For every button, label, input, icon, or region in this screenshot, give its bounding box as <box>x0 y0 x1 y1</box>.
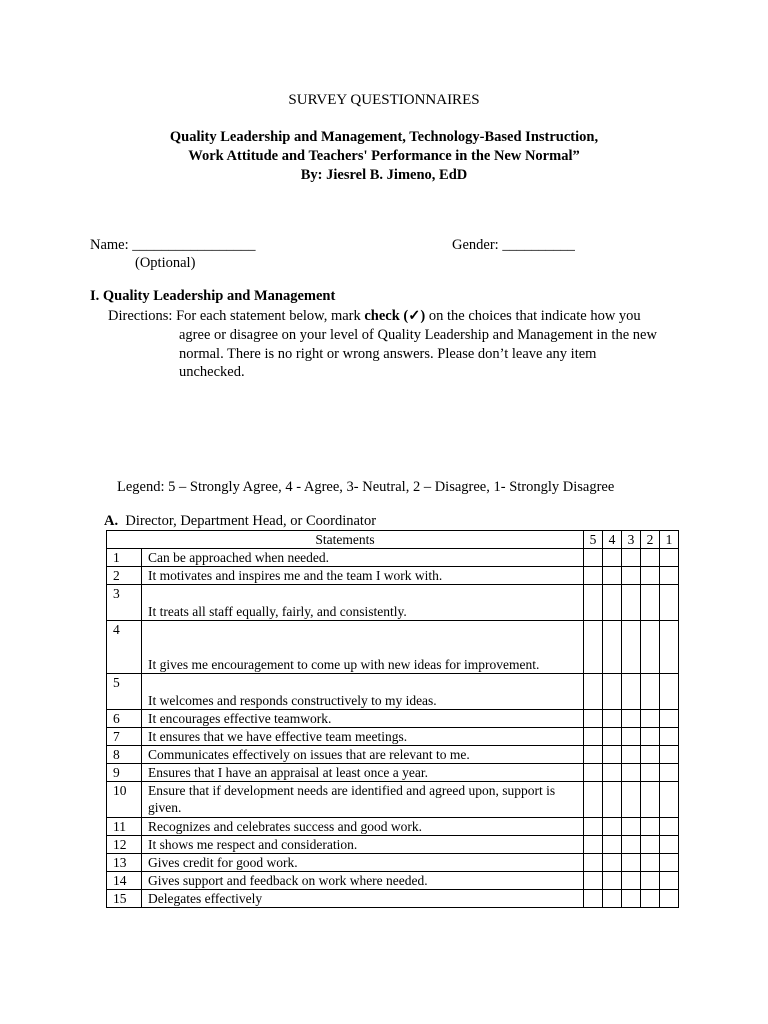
rating-cell-1[interactable] <box>660 854 679 872</box>
rating-cell-2[interactable] <box>641 890 660 908</box>
rating-cell-4[interactable] <box>603 549 622 567</box>
rating-cell-4[interactable] <box>603 585 622 621</box>
rating-cell-4[interactable] <box>603 746 622 764</box>
row-number: 4 <box>107 621 142 674</box>
rating-cell-5[interactable] <box>584 728 603 746</box>
rating-cell-5[interactable] <box>584 818 603 836</box>
rating-cell-2[interactable] <box>641 746 660 764</box>
rating-cell-3[interactable] <box>622 836 641 854</box>
name-field[interactable]: Name: _________________ <box>90 237 256 253</box>
table-row <box>107 674 679 710</box>
rating-cell-3[interactable] <box>622 585 641 621</box>
rating-cell-1[interactable] <box>660 836 679 854</box>
row-statement: Recognizes and celebrates success and good work. <box>142 818 584 836</box>
rating-cell-1[interactable] <box>660 585 679 621</box>
survey-table-body <box>107 549 679 908</box>
rating-cell-4[interactable] <box>603 728 622 746</box>
row-number: 13 <box>107 854 142 872</box>
rating-cell-2[interactable] <box>641 567 660 585</box>
table-row <box>107 621 679 674</box>
table-row <box>107 710 679 728</box>
rating-cell-3[interactable] <box>622 710 641 728</box>
subsection-letter: A. <box>104 513 119 529</box>
rating-cell-4[interactable] <box>603 764 622 782</box>
directions-line4: unchecked. <box>179 364 245 380</box>
rating-cell-2[interactable] <box>641 764 660 782</box>
survey-table <box>106 530 679 908</box>
directions-line2: agree or disagree on your level of Quality Leadership and Management in the new <box>179 327 657 343</box>
rating-cell-4[interactable] <box>603 782 622 818</box>
rating-cell-1[interactable] <box>660 621 679 674</box>
rating-cell-2[interactable] <box>641 710 660 728</box>
table-row <box>107 549 679 567</box>
rating-cell-5[interactable] <box>584 854 603 872</box>
directions-line3: normal. There is no right or wrong answers. Please don’t leave any item <box>179 346 597 362</box>
rating-cell-3[interactable] <box>622 764 641 782</box>
section-heading: I. Quality Leadership and Management <box>90 288 336 304</box>
statements-header: Statements <box>107 531 584 549</box>
name-optional-note: (Optional) <box>135 255 196 271</box>
rating-cell-5[interactable] <box>584 764 603 782</box>
rating-cell-5[interactable] <box>584 674 603 710</box>
row-statement: Communicates effectively on issues that are relevant to me. <box>142 746 584 764</box>
table-row <box>107 854 679 872</box>
row-number: 9 <box>107 764 142 782</box>
rating-cell-5[interactable] <box>584 836 603 854</box>
row-statement: It ensures that we have effective team meetings. <box>142 728 584 746</box>
rating-cell-5[interactable] <box>584 567 603 585</box>
row-number: 12 <box>107 836 142 854</box>
rating-header-1: 1 <box>660 531 679 549</box>
rating-header-4: 4 <box>603 531 622 549</box>
rating-cell-4[interactable] <box>603 567 622 585</box>
row-number: 8 <box>107 746 142 764</box>
rating-header-3: 3 <box>622 531 641 549</box>
rating-legend: Legend: 5 – Strongly Agree, 4 - Agree, 3- Neutral, 2 – Disagree, 1- Strongly Disagree <box>117 479 615 495</box>
rating-cell-1[interactable] <box>660 549 679 567</box>
row-statement: Delegates effectively <box>142 890 584 908</box>
rating-header-5: 5 <box>584 531 603 549</box>
rating-cell-4[interactable] <box>603 854 622 872</box>
rating-cell-1[interactable] <box>660 746 679 764</box>
rating-cell-5[interactable] <box>584 782 603 818</box>
rating-cell-1[interactable] <box>660 782 679 818</box>
rating-cell-2[interactable] <box>641 782 660 818</box>
row-statement: It treats all staff equally, fairly, and consistently. <box>142 585 584 621</box>
row-number: 1 <box>107 549 142 567</box>
rating-cell-4[interactable] <box>603 890 622 908</box>
rating-cell-1[interactable] <box>660 872 679 890</box>
row-number: 11 <box>107 818 142 836</box>
rating-cell-3[interactable] <box>622 854 641 872</box>
table-row <box>107 836 679 854</box>
row-statement: It motivates and inspires me and the team I work with. <box>142 567 584 585</box>
rating-cell-2[interactable] <box>641 818 660 836</box>
table-row <box>107 782 679 818</box>
rating-cell-2[interactable] <box>641 872 660 890</box>
rating-cell-1[interactable] <box>660 674 679 710</box>
row-number: 3 <box>107 585 142 621</box>
rating-header-2: 2 <box>641 531 660 549</box>
subsection-title: Director, Department Head, or Coordinator <box>125 513 377 529</box>
rating-cell-2[interactable] <box>641 585 660 621</box>
rating-cell-3[interactable] <box>622 746 641 764</box>
table-row <box>107 818 679 836</box>
rating-cell-2[interactable] <box>641 674 660 710</box>
row-statement: Gives credit for good work. <box>142 854 584 872</box>
rating-cell-5[interactable] <box>584 746 603 764</box>
table-row <box>107 585 679 621</box>
rating-cell-4[interactable] <box>603 674 622 710</box>
row-number: 7 <box>107 728 142 746</box>
rating-cell-5[interactable] <box>584 549 603 567</box>
directions-text-post: on the choices that indicate how you <box>425 308 641 324</box>
rating-cell-5[interactable] <box>584 585 603 621</box>
subsection-heading <box>104 513 376 530</box>
row-statement: It gives me encouragement to come up with new ideas for improvement. <box>142 621 584 674</box>
directions-label: Directions: <box>108 308 173 324</box>
row-statement: It shows me respect and consideration. <box>142 836 584 854</box>
row-statement: It encourages effective teamwork. <box>142 710 584 728</box>
rating-cell-2[interactable] <box>641 549 660 567</box>
rating-cell-5[interactable] <box>584 710 603 728</box>
rating-cell-2[interactable] <box>641 728 660 746</box>
table-header-row <box>107 531 679 549</box>
directions-check-mark: check (✓) <box>364 308 426 324</box>
row-statement: Ensures that I have an appraisal at least once a year. <box>142 764 584 782</box>
rating-cell-5[interactable] <box>584 872 603 890</box>
survey-title: SURVEY QUESTIONNAIRES <box>288 92 480 108</box>
table-row <box>107 872 679 890</box>
rating-cell-3[interactable] <box>622 782 641 818</box>
rating-cell-1[interactable] <box>660 764 679 782</box>
rating-cell-3[interactable] <box>622 872 641 890</box>
rating-cell-3[interactable] <box>622 549 641 567</box>
row-statement: Gives support and feedback on work where needed. <box>142 872 584 890</box>
table-row <box>107 890 679 908</box>
rating-cell-2[interactable] <box>641 854 660 872</box>
rating-cell-3[interactable] <box>622 890 641 908</box>
survey-subtitle-line1: Quality Leadership and Management, Technology-Based Instruction, <box>169 129 599 145</box>
table-row <box>107 764 679 782</box>
rating-cell-3[interactable] <box>622 818 641 836</box>
rating-cell-4[interactable] <box>603 621 622 674</box>
rating-cell-5[interactable] <box>584 621 603 674</box>
rating-cell-3[interactable] <box>622 567 641 585</box>
rating-cell-1[interactable] <box>660 890 679 908</box>
rating-cell-1[interactable] <box>660 710 679 728</box>
rating-cell-4[interactable] <box>603 836 622 854</box>
rating-cell-2[interactable] <box>641 621 660 674</box>
rating-cell-4[interactable] <box>603 818 622 836</box>
table-row <box>107 746 679 764</box>
row-number: 5 <box>107 674 142 710</box>
row-statement: It welcomes and responds constructively to my ideas. <box>142 674 584 710</box>
row-statement: Can be approached when needed. <box>142 549 584 567</box>
table-row <box>107 728 679 746</box>
row-number: 15 <box>107 890 142 908</box>
rating-cell-3[interactable] <box>622 674 641 710</box>
table-row <box>107 567 679 585</box>
rating-cell-4[interactable] <box>603 710 622 728</box>
survey-subtitle-line2: Work Attitude and Teachers' Performance in the New Normal” <box>188 148 580 164</box>
gender-field[interactable]: Gender: __________ <box>452 237 575 253</box>
rating-cell-4[interactable] <box>603 872 622 890</box>
rating-cell-5[interactable] <box>584 890 603 908</box>
rating-cell-1[interactable] <box>660 567 679 585</box>
rating-cell-3[interactable] <box>622 621 641 674</box>
row-number: 2 <box>107 567 142 585</box>
row-number: 10 <box>107 782 142 818</box>
directions-text-pre: For each statement below, mark <box>172 308 365 324</box>
row-number: 6 <box>107 710 142 728</box>
row-number: 14 <box>107 872 142 890</box>
rating-cell-2[interactable] <box>641 836 660 854</box>
rating-cell-1[interactable] <box>660 818 679 836</box>
row-statement: Ensure that if development needs are identified and agreed upon, support is given. <box>142 782 584 818</box>
rating-cell-3[interactable] <box>622 728 641 746</box>
survey-author: By: Jiesrel B. Jimeno, EdD <box>300 167 468 183</box>
directions-line1 <box>108 307 708 326</box>
rating-cell-1[interactable] <box>660 728 679 746</box>
